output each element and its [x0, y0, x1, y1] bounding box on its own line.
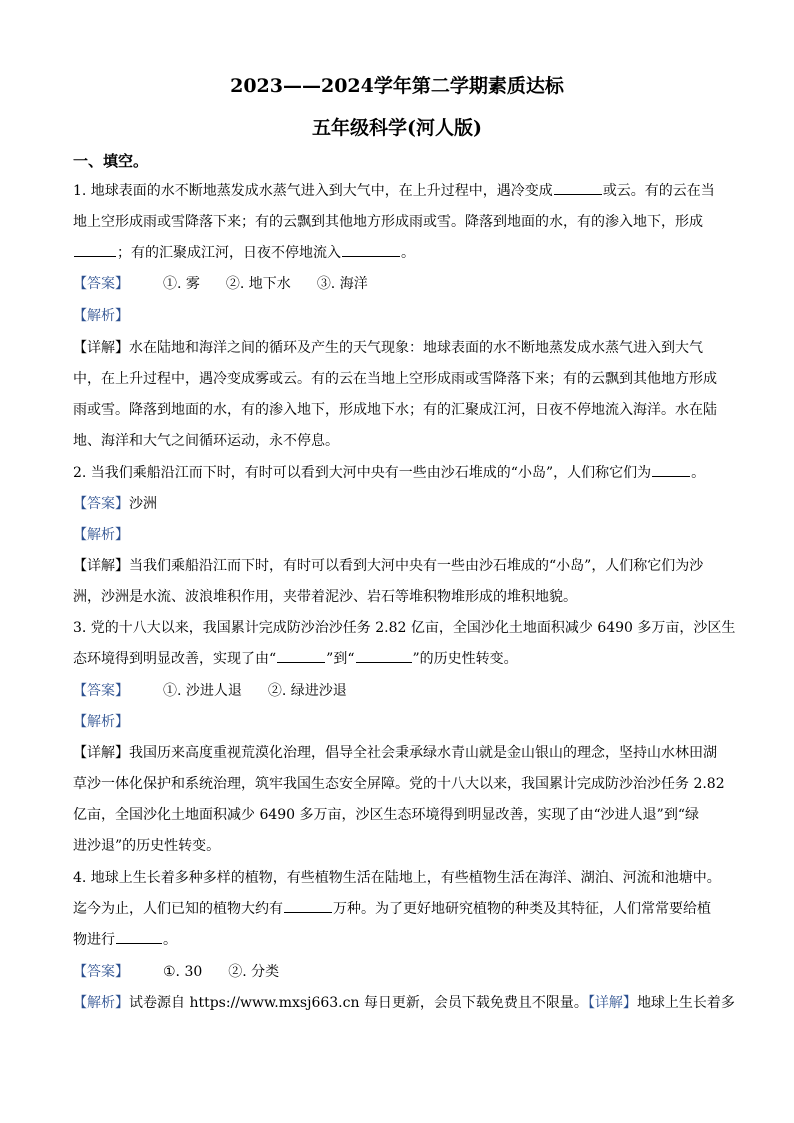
blank	[116, 929, 162, 944]
blank	[652, 462, 690, 477]
blank	[277, 648, 325, 663]
detail-tag: 【详解】	[73, 558, 129, 574]
analysis-tag: 【解析】	[73, 308, 129, 324]
answer-tag: 【答案】	[73, 683, 129, 699]
q3-line-2: 态环境得到明显改善，实现了由“ ”到“ ”的历史性转变。	[73, 648, 518, 670]
page-title: 2023——2024学年第二学期素质达标	[230, 75, 564, 97]
q1-detail-1: 【详解】水在陆地和海洋之间的循环及产生的天气现象：地球表面的水不断地蒸发成水蒸气进入到大气	[73, 340, 703, 356]
q3-line-1: 3. 党的十八大以来，我国累计完成防沙治沙任务 2.82 亿亩，全国沙化土地面积减少 6490 多万亩，沙区生	[73, 620, 736, 636]
q3-detail-3: 亿亩，全国沙化土地面积减少 6490 多万亩，沙区生态环境得到明显改善，实现了由“沙进人退”到“绿	[73, 807, 699, 823]
answer-item: ①. 30	[163, 964, 203, 980]
blank	[284, 898, 332, 913]
q1-answer	[73, 273, 368, 295]
q1-line-3: ；有的汇聚成江河，日夜不停地流入 。	[73, 242, 415, 264]
answer-tag: 【答案】	[73, 276, 129, 292]
q2-answer: 【答案】沙洲	[73, 496, 157, 512]
q4-line-1: 4. 地球上生长着多种多样的植物，有些植物生活在陆地上，有些植物生活在海洋、湖泊、河流和池塘中。	[73, 870, 721, 886]
answer-tag: 【答案】	[73, 496, 129, 512]
q3-detail-1: 【详解】我国历来高度重视荒漠化治理，倡导全社会秉承绿水青山就是金山银山的理念，坚持山水林田湖	[73, 745, 717, 761]
answer-tag: 【答案】	[73, 964, 129, 980]
analysis-tag: 【解析】	[73, 714, 129, 730]
q2-detail-2: 洲，沙洲是水流、波浪堆积作用，夹带着泥沙、岩石等堆积物堆形成的堆积地貌。	[73, 589, 577, 605]
q1-detail-3: 雨或雪。降落到地面的水，有的渗入地下，形成地下水；有的汇聚成江河，日夜不停地流入海洋。水在陆	[73, 402, 717, 418]
analysis-tag: 【解析】	[73, 995, 129, 1011]
q2-line-1: 2. 当我们乘船沿江而下时，有时可以看到大河中央有一些由沙石堆成的“小岛”，人们称它们为 。	[73, 462, 705, 484]
q4-line-3: 物进行 。	[73, 929, 177, 951]
page-subtitle: 五年级科学(河人版)	[312, 117, 482, 139]
blank	[356, 648, 412, 663]
q1-line-1: 1. 地球表面的水不断地蒸发成水蒸气进入到大气中，在上升过程中，遇冷变成 或云。有的云在当	[73, 180, 715, 202]
answer-item: ②. 分类	[228, 964, 280, 980]
q4-analysis-line: 【解析】试卷源自 https://www.mxsj663.cn 每日更新，会员下载免费且不限量。【详解】地球上生长着多	[73, 995, 735, 1011]
answer-item: ①. 雾	[163, 276, 200, 292]
q3-answer	[73, 680, 347, 702]
source-note: 试卷源自 https://www.mxsj663.cn 每日更新，会员下载免费且不限量。	[129, 995, 588, 1011]
q3-detail-4: 进沙退”的历史性转变。	[73, 838, 221, 854]
q1-line-2: 地上空形成雨或雪降落下来；有的云飘到其他地方形成雨或雪。降落到地面的水，有的渗入地下，形成	[73, 214, 703, 230]
blank	[74, 242, 116, 257]
blank	[342, 242, 400, 257]
detail-tag: 【详解】	[73, 745, 129, 761]
section-heading: 一、填空。	[73, 152, 149, 170]
q1-detail-2: 中，在上升过程中，遇冷变成雾或云。有的云在当地上空形成雨或雪降落下来；有的云飘到其他地方形成	[73, 371, 717, 387]
blank	[554, 180, 602, 195]
q4-answer	[73, 961, 279, 983]
answer-item: ①. 沙进人退	[163, 683, 242, 699]
q2-detail-1: 【详解】当我们乘船沿江而下时，有时可以看到大河中央有一些由沙石堆成的“小岛”，人们称它们为沙	[73, 558, 704, 574]
analysis-tag: 【解析】	[73, 527, 129, 543]
q1-detail-4: 地、海洋和大气之间循环运动，永不停息。	[73, 433, 339, 449]
detail-tag: 【详解】	[73, 340, 129, 356]
q3-detail-2: 草沙一体化保护和系统治理，筑牢我国生态安全屏障。党的十八大以来，我国累计完成防沙治沙任务 2.82	[73, 776, 725, 792]
detail-tag: 【详解】	[587, 995, 637, 1011]
answer-item: ③. 海洋	[316, 276, 368, 292]
q4-line-2: 迄今为止，人们已知的植物大约有 万种。为了更好地研究植物的种类及其特征，人们常常要给植	[73, 898, 711, 920]
answer-item: ②. 绿进沙退	[267, 683, 347, 699]
answer-item: ②. 地下水	[225, 276, 291, 292]
